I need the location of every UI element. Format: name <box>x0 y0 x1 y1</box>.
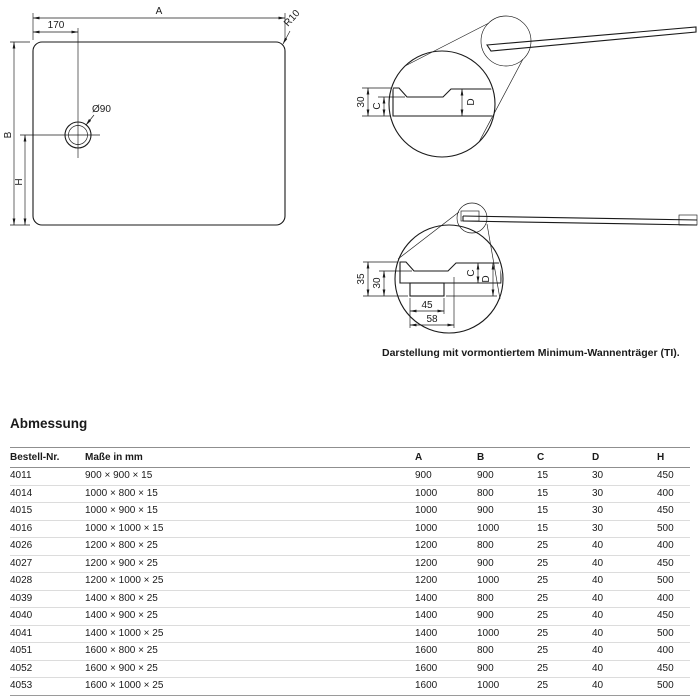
zoom-cone-line <box>398 212 459 259</box>
table-cell: 450 <box>657 468 690 486</box>
table-row <box>10 608 690 626</box>
zoom-cone-line <box>487 224 500 299</box>
table-cell: 25 <box>537 538 592 556</box>
table-row <box>10 625 690 643</box>
dim-label-h: H <box>14 178 25 186</box>
plan-extension-lines <box>10 13 285 225</box>
table-cell: 500 <box>657 625 690 643</box>
zoom-cone-line <box>479 59 523 142</box>
table-row <box>10 660 690 678</box>
table-cell: 40 <box>592 608 657 626</box>
table-cell: 1000 × 1000 × 15 <box>85 520 415 538</box>
table-cell: 400 <box>657 590 690 608</box>
table-cell: 1000 <box>477 573 537 591</box>
table-cell: 40 <box>592 555 657 573</box>
table-row <box>10 503 690 521</box>
dim-label-45: 45 <box>421 300 433 311</box>
table-cell: 1400 <box>415 590 477 608</box>
table-header-cell: D <box>592 448 657 468</box>
tray-outline <box>33 42 285 225</box>
table-cell: 800 <box>477 590 537 608</box>
section-top-extension-lines <box>362 88 405 116</box>
table-header-cell: B <box>477 448 537 468</box>
table-cell: 450 <box>657 660 690 678</box>
table-cell: 25 <box>537 660 592 678</box>
detail-circle <box>389 51 495 157</box>
table-cell: 1400 × 800 × 25 <box>85 590 415 608</box>
table-cell: 1400 × 1000 × 25 <box>85 625 415 643</box>
plan-view <box>3 6 303 225</box>
support-block <box>410 283 444 296</box>
drawing-caption: Darstellung mit vormontiertem Minimum-Wannenträger (TI). <box>382 347 680 359</box>
table-cell: 25 <box>537 608 592 626</box>
table-cell: 25 <box>537 590 592 608</box>
table-cell: 1000 <box>477 678 537 696</box>
table-cell: 1600 <box>415 643 477 661</box>
table-cell: 900 <box>477 468 537 486</box>
table-cell: 450 <box>657 555 690 573</box>
zoom-cone-line <box>405 23 489 66</box>
dim-label-a: A <box>155 6 163 17</box>
table-cell: 450 <box>657 608 690 626</box>
table-cell: 4011 <box>10 468 85 486</box>
table-row <box>10 468 690 486</box>
table-cell: 4040 <box>10 608 85 626</box>
table-row <box>10 678 690 696</box>
table-cell: 1200 × 800 × 25 <box>85 538 415 556</box>
table-cell: 4026 <box>10 538 85 556</box>
table-cell: 4039 <box>10 590 85 608</box>
table-cell: 900 × 900 × 15 <box>85 468 415 486</box>
table-cell: 900 <box>477 555 537 573</box>
table-cell: 500 <box>657 678 690 696</box>
table-cell: 900 <box>477 503 537 521</box>
table-cell: 1200 × 900 × 25 <box>85 555 415 573</box>
table-cell: 450 <box>657 503 690 521</box>
table-cell: 1000 <box>415 520 477 538</box>
table-cell: 25 <box>537 555 592 573</box>
table-row <box>10 520 690 538</box>
table-cell: 1600 <box>415 660 477 678</box>
table-row <box>10 538 690 556</box>
table-cell: 30 <box>592 468 657 486</box>
table-cell: 4053 <box>10 678 85 696</box>
table-cell: 1000 <box>415 485 477 503</box>
table-header-cell: Maße in mm <box>85 448 415 468</box>
table-cell: 1200 <box>415 538 477 556</box>
table-cell: 400 <box>657 643 690 661</box>
table-cell: 40 <box>592 538 657 556</box>
table-header-cell: C <box>537 448 592 468</box>
table-cell: 15 <box>537 520 592 538</box>
table-cell: 40 <box>592 590 657 608</box>
table-cell: 4027 <box>10 555 85 573</box>
table-cell: 500 <box>657 520 690 538</box>
table-cell: 800 <box>477 538 537 556</box>
table-cell: 15 <box>537 468 592 486</box>
table-cell: 1200 × 1000 × 25 <box>85 573 415 591</box>
dimensions-table <box>10 447 690 696</box>
table-cell: 1000 × 900 × 15 <box>85 503 415 521</box>
table-cell: 900 <box>477 660 537 678</box>
table-cell: 1000 <box>415 503 477 521</box>
table-cell: 900 <box>415 468 477 486</box>
table-cell: 1400 <box>415 608 477 626</box>
dim-label-c: C <box>372 102 383 110</box>
table-cell: 4016 <box>10 520 85 538</box>
table-cell: 400 <box>657 538 690 556</box>
table-cell: 4015 <box>10 503 85 521</box>
table-cell: 1600 <box>415 678 477 696</box>
dim-label-d: D <box>481 275 492 283</box>
table-cell: 25 <box>537 678 592 696</box>
table-cell: 15 <box>537 485 592 503</box>
dim-label-58: 58 <box>426 314 438 325</box>
table-cell: 30 <box>592 485 657 503</box>
table-cell: 40 <box>592 660 657 678</box>
table-cell: 1200 <box>415 573 477 591</box>
table-cell: 1000 <box>477 520 537 538</box>
dim-label-30: 30 <box>356 96 367 108</box>
table-cell: 30 <box>592 520 657 538</box>
table-header-cell: Bestell-Nr. <box>10 448 85 468</box>
section-title: Abmessung <box>10 416 88 431</box>
side-section-bottom <box>356 203 697 333</box>
table-cell: 25 <box>537 625 592 643</box>
table-cell: 30 <box>592 503 657 521</box>
plan-dimension-lines <box>14 18 290 225</box>
table-cell: 40 <box>592 625 657 643</box>
table-cell: 4028 <box>10 573 85 591</box>
table-cell: 1600 × 1000 × 25 <box>85 678 415 696</box>
zoom-source-circle <box>457 203 487 233</box>
dim-label-b: B <box>3 131 14 139</box>
table-cell: 40 <box>592 678 657 696</box>
table-row <box>10 643 690 661</box>
table-header-cell: H <box>657 448 690 468</box>
tray-section-profile <box>393 88 496 116</box>
dim-label-c: C <box>466 269 477 277</box>
dim-label-r10: R10 <box>282 8 303 30</box>
table-row <box>10 590 690 608</box>
table-cell: 40 <box>592 643 657 661</box>
table-cell: 1600 × 800 × 25 <box>85 643 415 661</box>
tray-side-profile <box>463 216 697 220</box>
dim-label-drain: Ø90 <box>92 104 111 115</box>
table-row <box>10 555 690 573</box>
table-cell: 15 <box>537 503 592 521</box>
table-cell: 1400 <box>415 625 477 643</box>
table-cell: 4052 <box>10 660 85 678</box>
table-cell: 400 <box>657 485 690 503</box>
side-section-top <box>356 16 696 157</box>
table-cell: 1200 <box>415 555 477 573</box>
table-cell: 1000 <box>477 625 537 643</box>
table-row <box>10 573 690 591</box>
table-cell: 800 <box>477 643 537 661</box>
table-cell: 900 <box>477 608 537 626</box>
table-cell: 4051 <box>10 643 85 661</box>
table-cell: 40 <box>592 573 657 591</box>
table-cell: 800 <box>477 485 537 503</box>
table-cell: 4014 <box>10 485 85 503</box>
table-cell: 4041 <box>10 625 85 643</box>
table-cell: 1600 × 900 × 25 <box>85 660 415 678</box>
tray-side-profile <box>463 221 697 225</box>
table-row <box>10 485 690 503</box>
dim-label-35: 35 <box>356 273 367 285</box>
table-header-row <box>10 448 690 468</box>
table-cell: 500 <box>657 573 690 591</box>
table-cell: 1400 × 900 × 25 <box>85 608 415 626</box>
dim-label-d: D <box>466 98 477 106</box>
dim-label-170: 170 <box>47 20 65 31</box>
tray-side-profile <box>487 27 696 51</box>
table-cell: 25 <box>537 573 592 591</box>
table-body <box>10 468 690 696</box>
table-header-cell: A <box>415 448 477 468</box>
dim-label-30: 30 <box>372 277 383 289</box>
table-cell: 1000 × 800 × 15 <box>85 485 415 503</box>
table-cell: 25 <box>537 643 592 661</box>
